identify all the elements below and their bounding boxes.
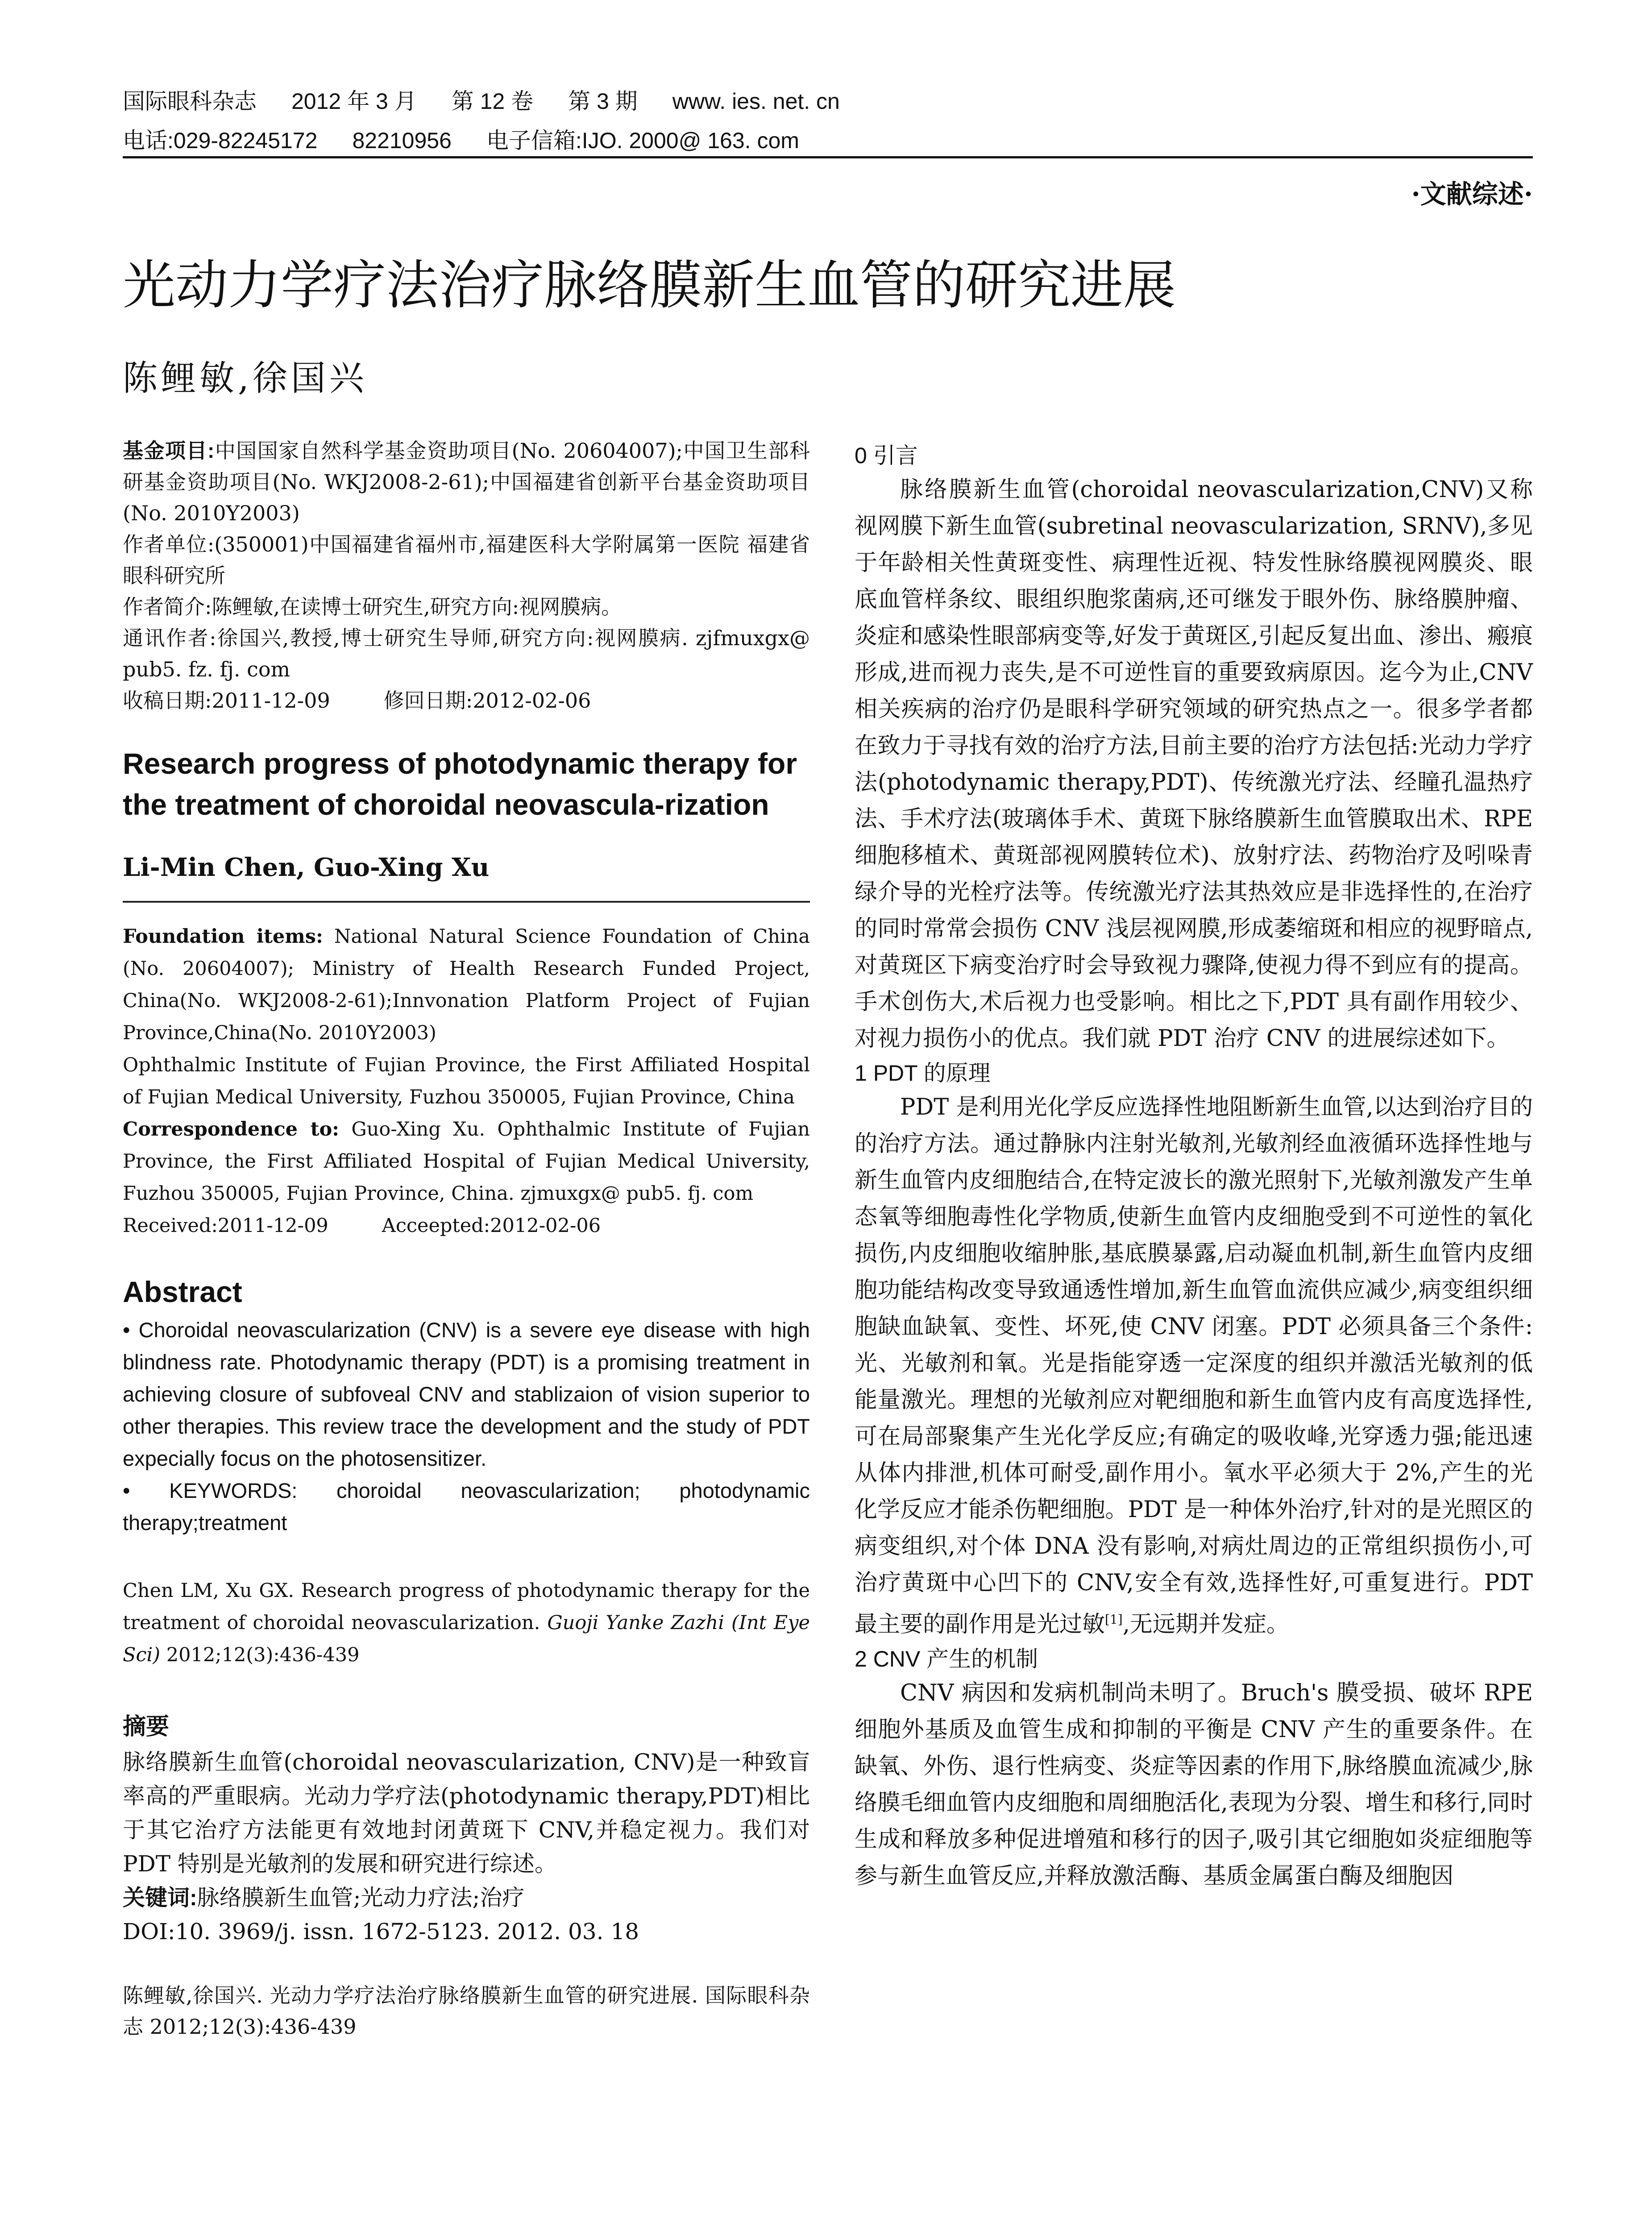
phone: 电话:029-82245172 [123,128,318,153]
bio-label: 作者简介: [123,595,212,619]
doi[interactable]: DOI:10. 3969/j. issn. 1672-5123. 2012. 03. 18 [123,1919,639,1945]
volume: 第 12 卷 [451,89,534,114]
section-0-paragraph: 脉络膜新生血管(choroidal neovascularization,CNV)又称视网膜下新生血管(subretinal neovascularization, SRNV),多见于年龄相关性黄斑变性、病理性近视、特发性脉络膜视网膜炎、眼底血管样条纹、眼组织胞浆菌病,还可继发于眼外伤、脉络膜肿瘤、炎症和感染性眼部病变等,好发于黄斑区,引起反复出血、渗出、瘢痕形成,进而视力丧失,是不可逆性盲的重要致病原因。迄今为止,CNV 相关疾病的治疗仍是眼科学研究领域的研究热点之一。很多学者都在致力于寻找有效的治疗方法,目前主要的治疗方法包括:光动力学疗法(photodynamic therapy,PDT)、传统激光疗法、经瞳孔温热疗法、手术疗法(玻璃体手术、黄斑下脉络膜新生血管膜取出术、RPE 细胞移植术、黄斑部视网膜转位术)、放射疗法、药物治疗及吲哚青绿介导的光栓疗法等。传统激光疗法其热效应是非选择性的,在治疗的同时常常会损伤 CNV 浅层视网膜,形成萎缩斑和相应的视野暗点,对黄斑区下病变治疗时会导致视力骤降,使视力得不到应有的提高。手术创伤大,术后视力也受影响。相比之下,PDT 具有副作用较少、对视力损伤小的优点。我们就 PDT 治疗 CNV 的进展综述如下。 [855,477,1533,1052]
issue-date: 2012 年 3 月 [291,89,417,114]
zhaiyao-heading: 摘要 [123,1714,170,1740]
email[interactable]: 电子信箱:IJO. 2000@ 163. com [486,128,799,153]
zhaiyao-body: 脉络膜新生血管(choroidal neovascularization, CNV)是一种致盲率高的严重眼病。光动力学疗法(photodynamic therapy,PDT)相比于其它治疗方法能更有效地封闭黄斑下 CNV,并稳定视力。我们对 PDT 特别是光敏剂的发展和研究进行综述。 [123,1749,810,1877]
author-bio [123,591,810,622]
foundation-items-label: Foundation items: [123,925,323,948]
abstract-heading: Abstract [123,1275,242,1308]
citation-en-journal: Guoji Yanke Zazhi (Int Eye Sci) [123,1612,810,1666]
bio-text: 陈鲤敏,在读博士研究生,研究方向:视网膜病。 [212,595,622,619]
correspondence-label: Correspondence to: [123,1118,340,1140]
journal-header-line-2 [123,126,834,155]
keywords-cn: 脉络膜新生血管;光动力疗法;治疗 [197,1885,525,1911]
english-authors: Li-Min Chen, Guo-Xing Xu [123,853,490,882]
correspondence-text: Guo-Xing Xu. Ophthalmic Institute of Fujian Province, the First Affiliated Hospital of Fujian Medical University, Fuzhou 350005, Fujian Province, China. zjmuxgx@ pub5. fj. com [123,1118,810,1205]
unit-text: (350001)中国福建省福州市,福建医科大学附属第一医院 福建省眼科研究所 [123,532,810,588]
corresponding-author [123,622,810,685]
issue: 第 3 期 [568,89,638,114]
dates-en [123,1210,810,1242]
foundation-en [123,921,810,1049]
left-column [123,435,810,2042]
section-1-heading: 1 PDT 的原理 [855,1061,991,1086]
journal-website[interactable]: www. ies. net. cn [672,89,840,114]
article-title: 光动力学疗法治疗脉络膜新生血管的研究进展 [123,256,1176,315]
section-0-heading: 0 引言 [855,443,918,468]
journal-name: 国际眼科杂志 [123,89,257,114]
reference-1[interactable]: [1] [1105,1612,1123,1627]
citation-en-text: Chen LM, Xu GX. Research progress of photodynamic therapy for the treatment of choroidal neovascularization. [123,1580,810,1634]
section-1-tail: ,无远期并发症。 [1122,1611,1289,1638]
keywords-label-cn: 关键词: [123,1885,197,1910]
received-date: 收稿日期:2011-12-09 [123,688,330,713]
correspondence-en [123,1113,810,1210]
accepted-en: Acceepted:2012-02-06 [382,1215,601,1237]
author-unit [123,529,810,591]
section-1-text: PDT 是利用光化学反应选择性地阻断新生血管,以达到治疗目的的治疗方法。通过静脉内注射光敏剂,光敏剂经血液循环选择性地与新生血管内皮细胞结合,在特定波长的激光照射下,光敏剂激发产生单态氧等细胞毒性化学物质,使新生血管内皮细胞受到不可逆性的氧化损伤,内皮细胞收缩肿胀,基底膜暴露,启动凝血机制,新生血管内皮细胞功能结构改变导致通透性增加,新生血管血流供应减少,病变组织细胞缺血缺氧、变性、坏死,使 CNV 闭塞。PDT 必须具备三个条件:光、光敏剂和氧。光是指能穿透一定深度的组织并激活光敏剂的低能量激光。理想的光敏剂应对靶细胞和新生血管内皮有高度选择性,可在局部聚集产生光化学反应;有确定的吸收峰,光穿透力强;能迅速从体内排泄,机体可耐受,副作用小。氧水平必须大于 2%,产生的光化学反应才能杀伤靶细胞。PDT 是一种体外治疗,针对的是光照区的病变组织,对个体 DNA 没有影响,对病灶周边的正常组织损伤小,可治疗黄斑中心凹下的 CNV,安全有效,选择性好,可重复进行。PDT 最主要的副作用是光过敏 [855,1094,1533,1638]
english-title: Research progress of photodynamic therapy for the treatment of choroidal neovascula-rization [123,747,797,821]
abstract-body: • Choroidal neovascularization (CNV) is a severe eye disease with high blindness rate. Photodynamic therapy (PDT) is a promising treatment in achieving closure of subfoveal CNV and stablizaion of vision superior to other therapies. This review trace the development and the study of PDT expecially focus on the photosensitizer. [123,1318,810,1470]
right-column [855,440,1533,1895]
left-divider [123,901,810,903]
journal-header-line-1 [123,87,875,116]
foundation-items-text: National Natural Science Foundation of China (No. 20604007); Ministry of Health Research Funded Project, China(No. WKJ2008-2-61);Innvonation Platform Project of Fujian Province,China(No. 2010Y2003) [123,925,810,1044]
dates-cn [123,685,810,716]
authors-cn: 陈鲤敏,徐国兴 [123,358,368,398]
foundation-cn [123,435,810,529]
corr-label: 通讯作者: [123,626,216,650]
zhaiyao-keywords [123,1881,810,1915]
header-divider [123,156,1533,158]
foundation-text: 中国国家自然科学基金资助项目(No. 20604007);中国卫生部科研基金资助项目(No. WKJ2008-2-61);中国福建省创新平台基金资助项目(No. 2010Y2003) [123,439,810,525]
phone-2: 82210956 [352,128,452,153]
section-1-paragraph [855,1089,1533,1643]
citation-en-pages: 2012;12(3):436-439 [160,1644,360,1666]
revised-date: 修回日期:2012-02-06 [383,688,591,713]
section-2-paragraph: CNV 病因和发病机制尚未明了。Bruch's 膜受损、破坏 RPE 细胞外基质及血管生成和抑制的平衡是 CNV 产生的重要条件。在缺氧、外伤、退行性病变、炎症等因素的作用下,脉络膜血流减少,脉络膜毛细血管内皮细胞和周细胞活化,表现为分裂、增生和移行,同时生成和释放多种促进增殖和移行的因子,吸引其它细胞如炎症细胞等参与新生血管反应,并释放激活酶、基质金属蛋白酶及细胞因 [855,1680,1533,1889]
institute-en: Ophthalmic Institute of Fujian Province, the First Affiliated Hospital of Fujian Medical University, Fuzhou 350005, Fujian Province, China [123,1054,810,1108]
section-2-heading: 2 CNV 产生的机制 [855,1646,1038,1671]
received-en: Received:2011-12-09 [123,1215,328,1237]
foundation-label: 基金项目: [123,439,215,462]
corr-text: 徐国兴,教授,博士研究生导师,研究方向:视网膜病. zjfmuxgx@ pub5. fz. fj. com [123,626,810,681]
citation-cn: 陈鲤敏,徐国兴. 光动力学疗法治疗脉络膜新生血管的研究进展. 国际眼科杂志 2012;12(3):436-439 [123,1983,810,2039]
abstract-keywords: • KEYWORDS: choroidal neovascularization; photodynamic therapy;treatment [123,1479,810,1534]
citation-en [123,1575,810,1671]
unit-label: 作者单位: [123,532,215,556]
section-tag: ·文献综述· [1411,179,1533,209]
